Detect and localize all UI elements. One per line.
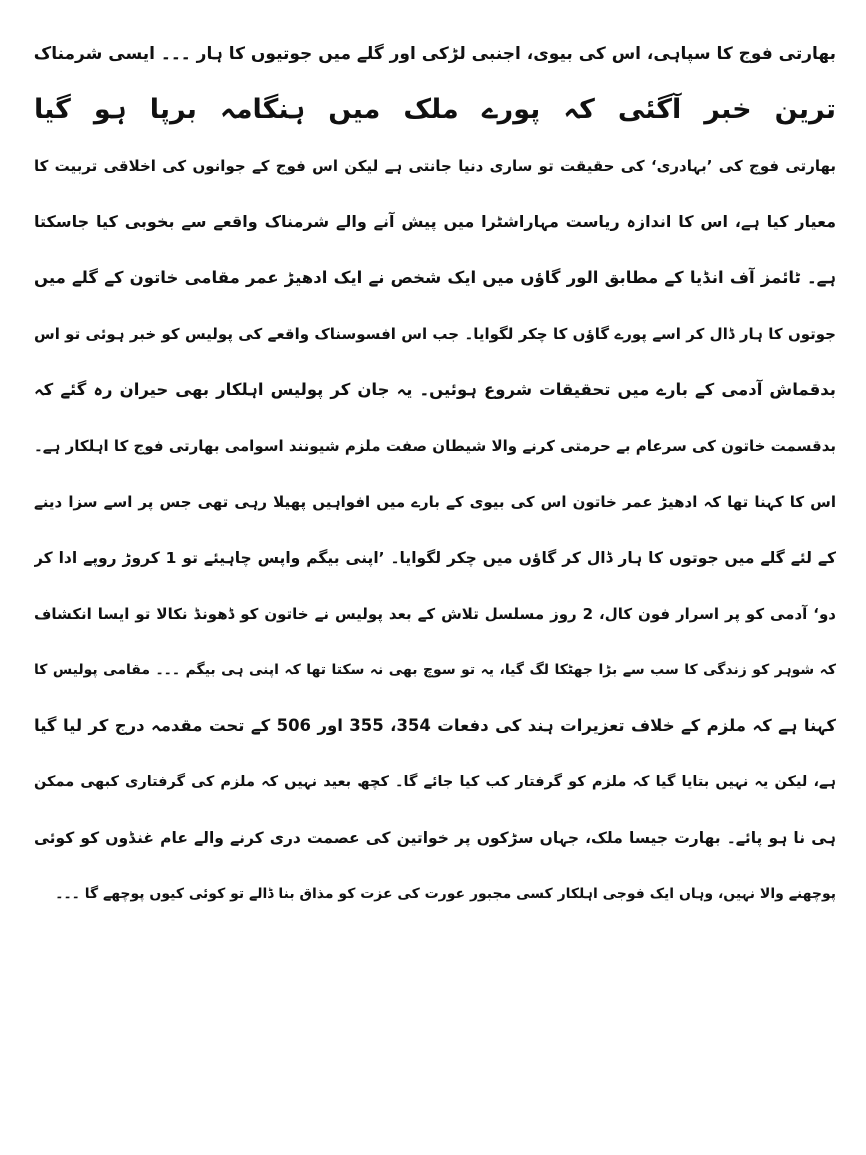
body-line: بدقماش آدمی کے بارے میں تحقیقات شروع ہوئیں۔ یہ جان کر پولیس اہلکار بھی حیران رہ گئے کہ xyxy=(34,380,836,399)
body-line: پوچھنے والا نہیں، وہاں ایک فوجی اہلکار کسی مجبور عورت کی عزت کو مذاق بنا ڈالے تو کوئی کیوں پوچھے گا ۔۔۔ xyxy=(55,886,836,902)
body-line: بدقسمت خاتون کی سرعام بے حرمتی کرنے والا شیطان صفت ملزم شیونند اسوامی بھارتی فوج کا اہلکار ہے۔ xyxy=(34,437,836,455)
body-line: ہے۔ ٹائمز آف انڈیا کے مطابق الور گاؤں میں ایک شخص نے ایک ادھیڑ عمر مقامی خاتون کے گلے میں xyxy=(34,268,836,287)
body-line: اس کا کہنا تھا کہ ادھیڑ عمر خاتون اس کی بیوی کے بارے میں افواہیں پھیلا رہی تھی جس پر اسے سزا دینے xyxy=(34,493,836,511)
article-body xyxy=(34,138,836,922)
body-line: ہے، لیکن یہ نہیں بتایا گیا کہ ملزم کو گرفتار کب کیا جائے گا۔ کچھ بعید نہیں کہ ملزم کی گرفتاری کبھی ممکن xyxy=(34,774,836,790)
body-line: بھارتی فوج کی ’بہادری‘ کی حقیقت تو ساری دنیا جانتی ہے لیکن اس فوج کے جوانوں کی اخلاقی تربیت کا xyxy=(34,157,836,175)
article-headline xyxy=(34,26,836,138)
body-line: کہنا ہے کہ ملزم کے خلاف تعزیرات ہند کی دفعات 354، 355 اور 506 کے تحت مقدمہ درج کر لیا گیا xyxy=(34,716,836,735)
headline-line: ترین خبر آگئی کہ پورے ملک میں ہنگامہ برپا ہو گیا xyxy=(34,94,836,125)
body-line: جوتوں کا ہار ڈال کر اسے پورے گاؤں کا چکر لگوایا۔ جب اس افسوسناک واقعے کی پولیس کو خبر ہوئی تو اس xyxy=(34,325,836,343)
body-line: دو‘ آدمی کو پر اسرار فون کال، 2 روز مسلسل تلاش کے بعد پولیس نے خاتون کو ڈھونڈ نکالا تو ایسا انکشاف xyxy=(34,605,836,623)
headline-line: بھارتی فوج کا سپاہی، اس کی بیوی، اجنبی لڑکی اور گلے میں جوتیوں کا ہار ۔۔۔ ایسی شرمناک xyxy=(34,44,836,64)
body-line: معیار کیا ہے، اس کا اندازہ ریاست مہاراشٹرا میں پیش آنے والے شرمناک واقعے سے بخوبی کیا جاسکتا xyxy=(34,212,836,231)
body-line: کے لئے گلے میں جوتوں کا ہار ڈال کر گاؤں میں چکر لگوایا۔ ’اپنی بیگم واپس چاہیئے تو 1 کروڑ روپے ادا کر xyxy=(34,549,836,567)
body-line: ہی نا ہو پائے۔ بھارت جیسا ملک، جہاں سڑکوں پر خواتین کی عصمت دری کرنے والے عام غنڈوں کو کوئی xyxy=(34,829,836,847)
body-line: کہ شوہر کو زندگی کا سب سے بڑا جھٹکا لگ گیا، یہ تو سوچ بھی نہ سکتا تھا کہ اپنی ہی بیگم ۔۔۔ مقامی پولیس کا xyxy=(34,662,836,678)
